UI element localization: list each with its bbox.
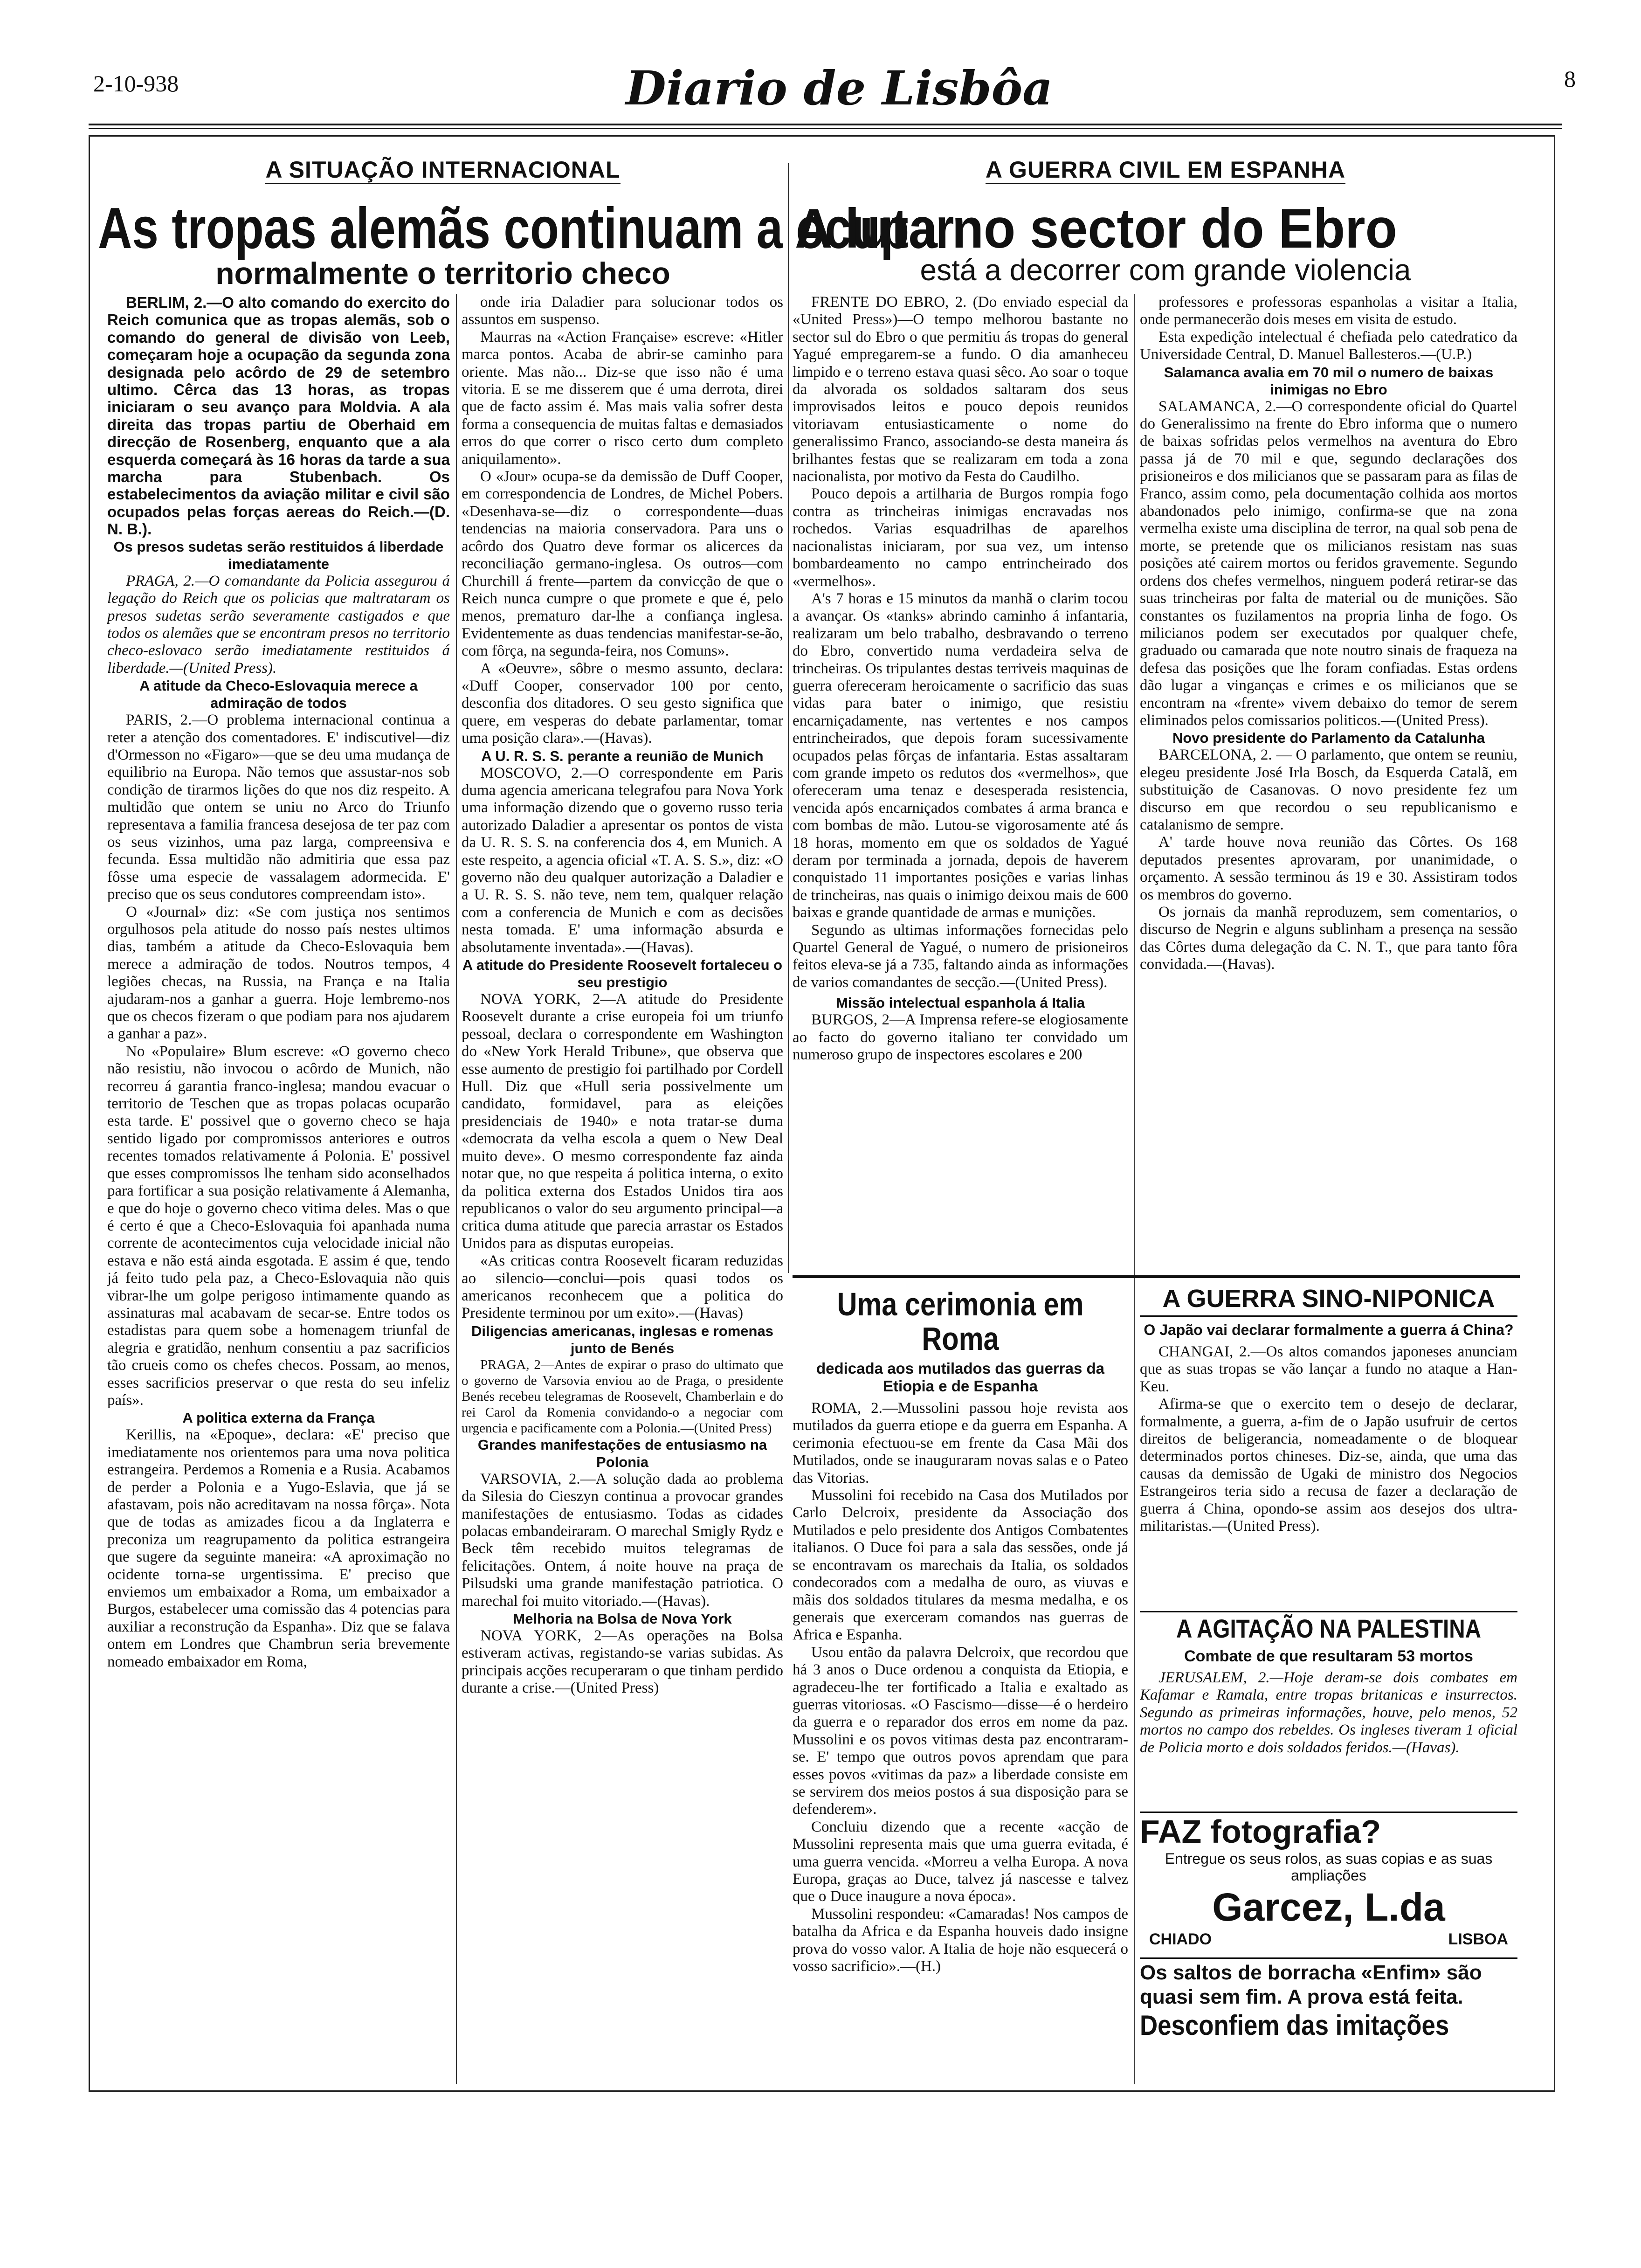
left-section-header: A SITUAÇÃO INTERNACIONAL [107,156,779,183]
paragraph: Usou então da palavra Delcroix, que recordou que há 3 anos o Duce ordenou a conquista da Etiopia, e agradeceu-lhe ter fortificado a Italia e exaltado as guerras vitoriosas. «O Fascismo—disse—é o herdeiro da guerra e o reparador dos erros em nome da paz. Mussolini e os povos vitimas desta paz encontraram-se. E' tempo que outros povos aprendam que para esses povos «vitimas da paz» a liberdade consiste em se servirem dos meios postos á sua disposição para se defenderem». [793,1644,1128,1818]
paragraph: CHANGAI, 2.—Os altos comandos japoneses anunciam que as suas tropas se vão lançar a fundo no ataque a Han-Keu. [1140,1343,1517,1395]
ad-location-right: LISBOA [1448,1930,1508,1948]
paragraph: PARIS, 2.—O problema internacional continua a reter a atenção dos comentadores. E' indiscutivel—diz d'Ormesson no «Figaro»—que se deu uma mudança de equilibrio na Europa. Não temos que assustar-nos sob condição de tirarmos lições do que nos diz respeito. A multidão que ontem se uniu no Arco do Triunfo representava a familia francesa desejosa de ter paz com os seus vizinhos, uma paz larga, compreensiva e fecunda. Essa multidão não admitiria que essa paz fôsse uma especie de vassalagem adormecida. E' preciso que os seus condutores compreendam isto». [107,712,450,903]
garcez-advertisement [1140,1812,1517,1959]
paragraph: professores e professoras espanholas a visitar a Italia, onde permanecerão dois meses em visita de estudo. [1140,294,1517,328]
subheading: A atitude da Checo-Eslovaquia merece a admiração de todos [139,678,418,712]
paragraph: MOSCOVO, 2.—O correspondente em Paris duma agencia americana telegrafou para Nova York uma informação dizendo que o governo russo teria autorizado Daladier a apresentar os pontos de vista da U. R. S. S. na conferencia dos 4, em Munich. A este respeito, a agencia oficial «T. A. S. S.», diz: «O governo não deu qualquer autorização a Daladier e a U. R. S. S. não teve, nem tem, qualquer relação com a conferencia de Munich e com as decisões nesta tomada. E' uma informação absurda e absolutamente inventada».—(Havas). [462,764,783,956]
paragraph: Mussolini respondeu: «Camaradas! Nos campos de batalha da Africa e da Espanha houveis dado insigne prova do vosso valor. A Italia de hoje não esquecerá o vosso sacrificio».—(H.) [793,1905,1128,1975]
paragraph: «As criticas contra Roosevelt ficaram reduzidas ao silencio—conclui—pois quasi todos os americanos reconhecem que a politica do Presidente terminou por um exito».—(Havas) [462,1252,783,1322]
subheading: A atitude do Presidente Roosevelt fortaleceu o seu prestigio [462,957,783,991]
paragraph: Mussolini foi recebido na Casa dos Mutilados por Carlo Delcroix, presidente da Associação dos Mutilados e pelo presidente dos Antigos Combatentes italianos. O Duce foi para a sala das sessões, onde já se encontravam os marechais da Italia, os soldados condecorados com a medalha de ouro, as viuvas e mãis dos soldados titulares da mesma medalha, e os generais que exerceram comandos nas guerras de Africa e Espanha. [793,1487,1128,1644]
left-headline: As tropas alemãs continuam a ocupar [98,196,954,261]
paragraph: VARSOVIA, 2.—A solução dada ao problema da Silesia do Cieszyn continua a provocar grandes manifestações de entusiasmo. Todas as cidades polacas embandeiraram. O marechal Smigly Rydz e Beck têm recebido muitos telegramas de felicitações. Ontem, á noite houve na praça de Pilsudski uma grande manifestação patriotica. O marechal foi muito vitoriado.—(Havas). [462,1470,783,1610]
section-divider [788,163,789,1273]
sino-article [1140,1285,1517,1606]
page-number: 8 [1564,66,1576,92]
roma-subheadline: dedicada aos mutilados das guerras da Etiopia e de Espanha [816,1360,1105,1395]
roma-article [793,1287,1128,2080]
newspaper-title: Diario de Lisbôa [625,61,1053,116]
column-3 [793,294,1128,1273]
right-subheadline: está a decorrer com grande violencia [920,253,1411,287]
paragraph: Kerillis, na «Epoque», declara: «E' preciso que imediatamente nos orientemos para uma nova politica estrangeira. Perdemos a Romenia e a Rusia. Acabamos de perder a Polonia e a Yugo-Eslavia, que já se afastavam, pois não acreditavam na nossa fôrça». Nota que de todas as amizades ficou a da Inglaterra e preconiza um reagrupamento da politica estrangeira que sugere da seguinte maneira: «A aproximação no ocidente torna-se urgentissima. E' preciso que enviemos um embaixador a Roma, um embaixador a Burgos, estabelecer uma comissão das 4 potencias para auxiliar a reconstrução da Espanha». Diz que se falava ontem em Londres que Chambrun seria brevemente nomeado embaixador em Roma, [107,1426,450,1670]
masthead [93,61,1576,117]
right-headline: A luta no sector do Ebro [795,197,1397,260]
subheading: Missão intelectual espanhola á Italia [835,995,1085,1011]
lead-paragraph: BERLIM, 2.—O alto comando do exercito do Reich comunica que as tropas alemãs, sob o comando do general de divisão von Leeb, começaram hoje a ocupação da segunda zona designada pelo acôrdo de 29 de setembro ultimo. Cêrca das 13 horas, as tropas iniciaram o seu avanço para Moldvia. A ala direita das tropas partiu de Oberhaid em direcção de Rosenberg, enquanto que a ala esquerda começará às 16 horas da tarde a sua marcha para Stubenbach. Os estabelecimentos da aviação militar e civil são ocupados pelas forças aereas do Reich.—(D. N. B.). [107,294,450,538]
column-4 [1140,294,1517,1278]
ad-name: Garcez, L.da [1212,1885,1445,1929]
column-rule [456,294,457,2084]
ad-borracha-slogan: Desconfiem das imitações [1140,2010,1449,2041]
paragraph: Maurras na «Action Française» escreve: «Hitler marca pontos. Acaba de abrir-se caminho para oriente. Mas não... Diz-se que isso não é uma vitoria. E se me disserem que é uma derrota, direi que de facto assim é. Mas mais valia sofrer desta forma a consequencia de muitas faltas e demasiados erros do que correr o risco certo dum completo aniquilamento». [462,328,783,468]
palestina-article [1140,1611,1517,1808]
subheading: Salamanca avalia em 70 mil o numero de baixas inimigas no Ebro [1164,364,1494,398]
roma-headline: Uma cerimonia em Roma [837,1287,1084,1357]
paragraph: No «Populaire» Blum escreve: «O governo checo não resistiu, não invocou o acôrdo de Munich, não recorreu á garantia franco-inglesa; mandou evacuar o territorio de Teschen que as tropas polacas ocuparão esta tarde. E' possivel que o governo checo se haja sentido ligado por compromissos anteriores e outros recentes tomados relativamente á Polonia. E' possivel que esses compromissos lhe tenham sido aconselhados para fortificar a sua posição relativamente á Alemanha, e que do hoje o governo checo vitima deles. Mas o que é certo é que a Checo-Eslovaquia foi apanhada numa corrente de acontecimentos cuja velocidade inicial não estava e não está ainda esgotada. E assim é que, tendo já feito tudo pela paz, a Checo-Eslovaquia não quis vibrar-lhe um golpe perigoso intimamente quando as assinaturas mal acabavam de secar-se. Entre todos os estadistas para quem sobe a homenagem triunfal de alegria e gratidão, nenhum consentiu a paz sacrificios tão crueis como os chefes checos. Possam, ao menos, esses sacrificios preservar o que resta do seu infeliz país». [107,1043,450,1409]
column-rule [1134,294,1135,2084]
paragraph: FRENTE DO EBRO, 2. (Do enviado especial da «United Press»)—O tempo melhorou bastante no sector sul do Ebro o que permitiu ás tropas do general Yagué empregarem-se a fundo. O dia amanheceu limpido e o terreno estava quasi sêco. Ao soar o toque da alvorada os soldados saltaram dos seus improvisados leitos e pouco depois reunidos vitoriavam entusiasticamente o nome do generalissimo Franco, associando-se desta maneira ás brilhantes festas que se realizaram em toda a zona nacionalista, por motivo da Festa do Caudilho. [793,294,1128,485]
paragraph: O «Jour» ocupa-se da demissão de Duff Cooper, em correspondencia de Londres, de Michel Pobers. «Desenhava-se—diz o correspondente—duas tendencias na maioria conservadora. Para uns o acôrdo dos Quatro deve formar os alicerces da reconciliação germano-inglesa. Os outros—com Churchill á frente—partem da convicção de que o Reich nunca cumpre o que promete e que é, pelo menos, prematuro dar-lhe a confiança inglesa. Evidentemente as duas tendencias manifestar-se-ão, com fôrça, na segunda-feira, nos Comuns». [462,468,783,660]
ad-text: Entregue os seus rolos, as suas copias e as suas ampliações [1165,1850,1493,1884]
paragraph: ROMA, 2.—Mussolini passou hoje revista aos mutilados da guerra etiope e da guerra em Espanha. A cerimonia efectuou-se em frente da Casa Mãi dos Mutilados, onde se inauguraram novas salas e o Pateo das Vitorias. [793,1400,1128,1487]
left-subheadline: normalmente o territorio checo [215,256,670,290]
ad-borracha-text: Os saltos de borracha «Enfim» são quasi sem fim. A prova está feita. [1140,1961,1482,2008]
paragraph: Concluiu dizendo que a recente «acção de Mussolini representa mais que uma guerra evitada, é uma guerra vencida. «Morreu a velha Europa. A nova Europa, graças ao Duce, talvez já nascesse e talvez que o Duce inaugure a nova época». [793,1818,1128,1905]
paragraph: Segundo as ultimas informações fornecidas pelo Quartel General de Yagué, o numero de prisioneiros feitos eleva-se já a 735, faltando ainda as informações de varios comandantes de secção.—(United Press). [793,921,1128,991]
column-1 [107,294,450,2084]
right-divider [793,1275,1520,1278]
paragraph: Os jornais da manhã reproduzem, sem comentarios, o discurso de Negrin e alguns sublinham a presença na sessão das Côrtes duma delegação da C. N. T., que para tanto fôra convidada.—(Havas). [1140,904,1517,973]
paragraph: O «Journal» diz: «Se com justiça nos sentimos orgulhosos pela atitude do nosso país nestes ultimos dias, também a atitude da Checo-Eslovaquia bem merece a admiração de todos. Noutros tempos, 4 legiões checas, na Russia, na França e na Italia ajudaram-nos a ganhar a guerra. Hoje lembremo-nos que os checos fizeram o que podiam para nos ajudarem a ganhar a paz». [107,903,450,1043]
sino-headline: A GUERRA SINO-NIPONICA [1140,1285,1517,1317]
issue-date: 2-10-938 [93,70,179,97]
palestina-headline: A AGITAÇÃO NA PALESTINA [1176,1614,1482,1643]
paragraph: NOVA YORK, 2—A atitude do Presidente Roosevelt durante a crise europeia foi um triunfo pessoal, declara o correspondente em Washington do «New York Herald Tribune», que observa que esse aumento de prestigio foi partilhado por Cordell Hull. Diz que «Hull seria possivelmente um candidato, formidavel, para as eleições presidenciais de 1940» e nota tratar-se duma «democrata da velha escola a quem o New Deal muito deve». O mesmo correspondente faz ainda notar que, no que respeita á politica interna, o exito da politica externa dos Estados Unidos tira aos republicanos o valor do seu argumento principal—a critica duma atitude que parecia arrastar os Estados Unidos para as disputas europeias. [462,991,783,1252]
paragraph: Esta expedição intelectual é chefiada pelo catedratico da Universidade Central, D. Manuel Ballesteros.—(U.P.) [1140,328,1517,363]
subheading: Melhoria na Bolsa de Nova York [513,1611,732,1627]
paragraph: Afirma-se que o exercito tem o desejo de declarar, formalmente, a guerra, a-fim de o Japão usufruir de certos direitos de beligerancia, nomeadamente o de bloquear determinados portos chineses. Diz-se, ainda, que uma das causas da demissão de Ugaki de ministro dos Negocios Estrangeiros teria sido a recusa de fazer a declaração de guerra á China, opondo-se assim aos desejos dos ultra-militaristas.—(United Press). [1140,1396,1517,1535]
ad-location-left: CHIADO [1149,1930,1212,1948]
paragraph: A' tarde houve nova reunião das Côrtes. Os 168 deputados presentes aprovaram, por unanimidade, o orçamento. A sessão terminou ás 19 e 30. Assistiram todos os membros do governo. [1140,834,1517,903]
borracha-advertisement [1140,1961,1517,2073]
paragraph: NOVA YORK, 2—As operações na Bolsa estiveram activas, registando-se varias subidas. As principais acções recuperaram o que tinham perdido durante a crise.—(United Press) [462,1627,783,1697]
right-section-header: A GUERRA CIVIL EM ESPANHA [793,156,1538,183]
ad-headline: FAZ fotografia? [1140,1813,1381,1850]
paragraph: Pouco depois a artilharia de Burgos rompia fogo contra as trincheiras inimigas encravadas nos rochedos. Varias esquadrilhas de aparelhos nacionalistas iniciaram, por sua vez, um intenso bombardeamento no campo entrincheirado dos «vermelhos». [793,485,1128,590]
column-2 [462,294,783,2084]
paragraph: A's 7 horas e 15 minutos da manhã o clarim tocou a avançar. Os «tanks» abrindo caminho á infantaria, realizaram um belo trabalho, desbravando o terreno do Ebro, convertido numa verdadeira selva de trincheiras. Os tripulantes destas terriveis maquinas de guerra ofereceram heroicamente o sacrificio das suas vidas para bater o inimigo, que resistiu encarniçadamente, nas vertentes e nos campos entrincheirados, que depois foram sucessivamente ocupados pelas fôrças de infantaria. Estas assaltaram com grande impeto os redutos dos «vermelhos», que ofereceram uma tenaz e desesperada resistencia, vencida após encarniçados combates á arma branca e com bombas de mão. Lutou-se vigorosamente até ás 18 horas, momento em que os soldados de Yagué deram por terminada a jornada, depois de haverem conquistado 11 importantes posições e varias linhas de trincheiras, nas quais o inimigo deixou mais de 600 baixas e grande quantidade de armas e munições. [793,590,1128,921]
subheading: Grandes manifestações de entusiasmo na Polonia [477,1436,767,1470]
palestina-subheadline: Combate de que resultaram 53 mortos [1184,1647,1473,1665]
paragraph: BARCELONA, 2. — O parlamento, que ontem se reuniu, elegeu presidente José Irla Bosch, da Esquerda Catalã, em substituição de Casanovas. O novo presidente fez um discurso em que recordou o seu republicanismo e catalanismo de sempre. [1140,747,1517,833]
sino-subheadline: O Japão vai declarar formalmente a guerra á China? [1144,1321,1514,1338]
subheading: Novo presidente do Parlamento da Catalunha [1172,730,1485,747]
subheading: Os presos sudetas serão restituidos á liberdade imediatamente [113,538,444,572]
paragraph: onde iria Daladier para solucionar todos os assuntos em suspenso. [462,294,783,328]
paragraph: A «Oeuvre», sôbre o mesmo assunto, declara: «Duff Cooper, conservador 100 por cento, desconfia dos ditadores. O seu gesto significa que quere, em vesperas do debate parlamentar, tomar uma posição clara».—(Havas). [462,660,783,747]
paragraph: BURGOS, 2—A Imprensa refere-se elogiosamente ao facto do governo italiano ter convidado um numeroso grupo de inspectores escolares e 200 [793,1011,1128,1064]
paragraph: PRAGA, 2—Antes de expirar o praso do ultimato que o governo de Varsovia enviou ao de Praga, o presidente Benés recebeu telegramas de Roosevelt, Chamberlain e do rei Carol da Romenia convidando-o a negociar com urgencia e pacificamente com a Polonia.—(United Press) [462,1357,783,1436]
paragraph: SALAMANCA, 2.—O correspondente oficial do Quartel do Generalissimo na frente do Ebro informa que o numero de baixas sofridas pelos vermelhos na aventura do Ebro passa já de 70 mil e que, segundo declarações dos prisioneiros e dos milicianos que se passaram para as filas de Franco, assim como, pela documentação colhida aos mortos abandonados pelo inimigo, confirma-se que na zona vermelha existe uma disciplina de terror, na qual sob pena de morte, se pretende que os milicianos resistam nas suas posições até cairem mortos ou feridos gravemente. Segundo ordens dos chefes vermelhos, ninguem poderá retirar-se das suas trincheiras por falta de material ou de munições. São constantes os fuzilamentos na propria linha de fogo. Os milicianos podem ser executados por qualquer chefe, graduado ou camarada que note noutro sinais de fraqueza na defesa das posições que lhe foram confiadas. Estas ordens dão lugar a vinganças e crimes e os milicianos que se encontram na «frente» vivem debaixo do temor de serem eliminados pelos comissarios politicos.—(United Press). [1140,398,1517,729]
subheading: A politica externa da França [182,1410,375,1426]
subheading: A U. R. S. S. perante a reunião de Munich [481,747,764,764]
paragraph: PRAGA, 2.—O comandante da Policia assegurou á legação do Reich que os policias que maltrataram os presos sudetas serão severamente castigados e que todos os alemães que se encontram presos no territorio checo-eslovaco serão imediatamente restituidos á liberdade.—(United Press). [107,572,450,677]
masthead-rule [89,124,1562,129]
paragraph: JERUSALEM, 2.—Hoje deram-se dois combates em Kafamar e Ramala, entre tropas britanicas e insurrectos. Segundo as primeiras informações, houve, pelo menos, 52 mortos no campo dos rebeldes. Os ingleses tiveram 1 oficial de Policia morto e dois soldados feridos.—(Havas). [1140,1669,1517,1756]
subheading: Diligencias americanas, inglesas e romenas junto de Benés [471,1322,773,1356]
